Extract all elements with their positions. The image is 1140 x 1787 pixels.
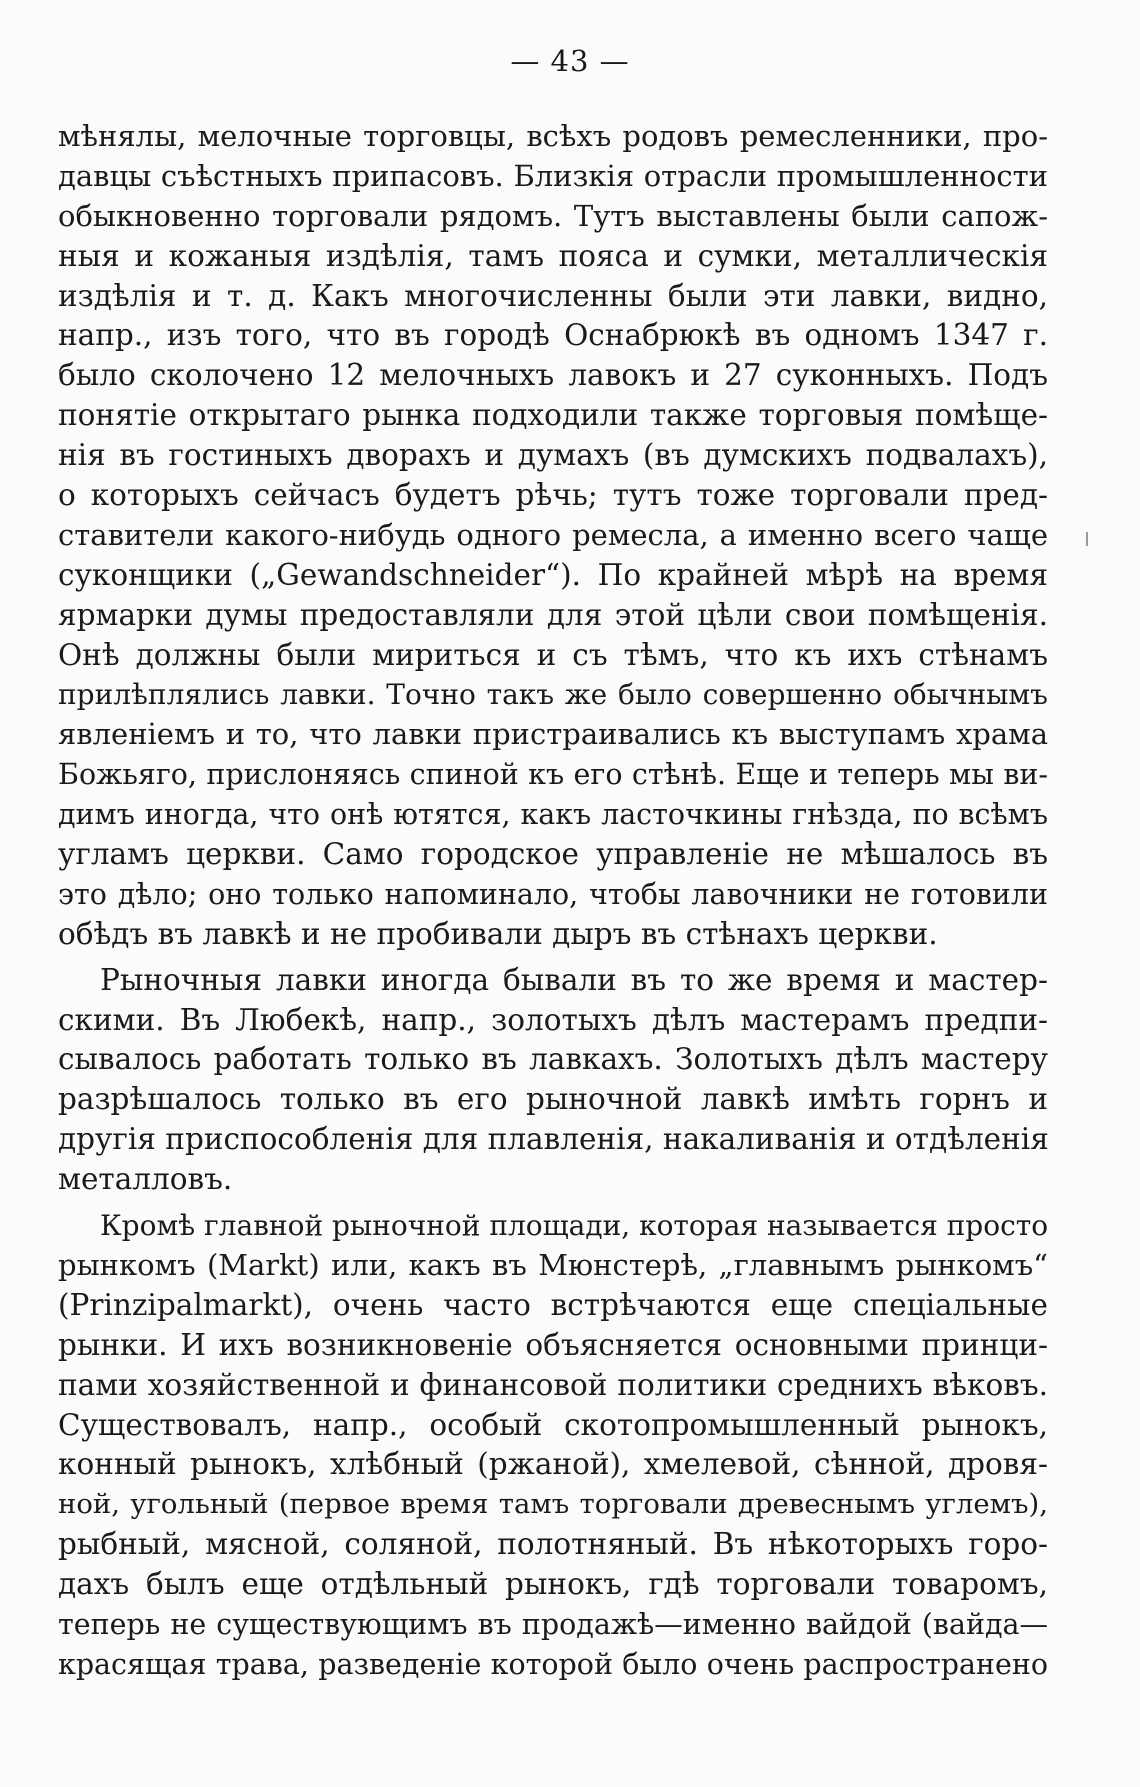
text-line: это дѣло; оно только напоминало, чтобы лавочники не готовили bbox=[58, 877, 1048, 911]
paragraph-first-line: Кромѣ главной рыночной площади, которая называется просто bbox=[100, 1209, 1049, 1243]
text-line: скими. Въ Любекѣ, напр., золотыхъ дѣлъ мастерамъ предпи- bbox=[58, 1002, 1048, 1037]
text-line: ной, угольный (первое время тамъ торговали древеснымъ углемъ), bbox=[58, 1488, 1048, 1521]
text-line: было сколочено 12 мелочныхъ лавокъ и 27 суконныхъ. Подъ bbox=[58, 358, 1048, 393]
text-line: димъ иногда, что онѣ ютятся, какъ ласточкины гнѣзда, по всѣмъ bbox=[58, 798, 1048, 832]
text-line: издѣлія и т. д. Какъ многочисленны были эти лавки, видно, bbox=[58, 278, 1048, 313]
text-line: ныя и кожаныя издѣлія, тамъ пояса и сумки, металлическія bbox=[58, 238, 1048, 273]
text-line: Онѣ должны были мириться и съ тѣмъ, что къ ихъ стѣнамъ bbox=[58, 637, 1048, 672]
text-line: о которыхъ сейчасъ будетъ рѣчь; тутъ тоже торговали пред- bbox=[58, 478, 1048, 513]
text-line: Божьяго, прислоняясь спиной къ его стѣнѣ. Еще и теперь мы ви- bbox=[58, 758, 1048, 792]
text-line: обыкновенно торговали рядомъ. Тутъ выставлены были сапож- bbox=[58, 198, 1048, 233]
text-line: мѣнялы, мелочные торговцы, всѣхъ родовъ ремесленники, про- bbox=[58, 119, 1048, 153]
text-line: другія приспособленія для плавленія, накаливанія и отдѣленія bbox=[58, 1122, 1049, 1157]
text-line: Существовалъ, напр., особый скотопромышленный рынокъ, bbox=[58, 1407, 1048, 1442]
page-number: — 43 — bbox=[510, 44, 630, 78]
text-line: обѣдъ въ лавкѣ и не пробивали дыръ въ стѣнахъ церкви. bbox=[58, 916, 938, 951]
text-line: конный рынокъ, хлѣбный (ржаной), хмелевой, сѣнной, дровя- bbox=[58, 1447, 1048, 1482]
text-line: рынкомъ (Markt) или, какъ въ Мюнстерѣ, „главнымъ рынкомъ“ bbox=[58, 1247, 1048, 1282]
text-line: красящая трава, разведеніе которой было очень распространено bbox=[58, 1647, 1048, 1681]
text-line: суконщики („Gewandschneider“). По крайней мѣрѣ на время bbox=[58, 557, 1048, 592]
text-line: давцы съѣстныхъ припасовъ. Близкія отрасли промышленности bbox=[58, 158, 1048, 193]
text-line: нія въ гостиныхъ дворахъ и думахъ (въ думскихъ подвалахъ), bbox=[58, 438, 1048, 473]
text-line: теперь не существующимъ въ продажѣ—именно вайдой (вайда— bbox=[58, 1607, 1048, 1641]
text-line: разрѣшалось только въ его рыночной лавкѣ имѣть горнъ и bbox=[58, 1082, 1048, 1117]
body-text bbox=[58, 117, 1048, 1685]
text-line: понятіе открытаго рынка подходили также торговыя помѣще- bbox=[58, 398, 1048, 433]
text-line: угламъ церкви. Само городское управленіе не мѣшалось въ bbox=[58, 837, 1048, 872]
margin-mark bbox=[1086, 532, 1088, 546]
text-line: напр., изъ того, что въ городѣ Оснабрюкѣ въ одномъ 1347 г. bbox=[58, 318, 1048, 353]
text-line: пами хозяйственной и финансовой политики среднихъ вѣковъ. bbox=[58, 1367, 1048, 1402]
text-line: металловъ. bbox=[58, 1162, 233, 1197]
text-line: явленіемъ и то, что лавки пристраивались къ выступамъ храма bbox=[58, 717, 1048, 752]
text-line: рыбный, мясной, соляной, полотняный. Въ нѣкоторыхъ горо- bbox=[58, 1527, 1048, 1562]
text-line: сывалось работать только въ лавкахъ. Золотыхъ дѣлъ мастеру bbox=[58, 1042, 1048, 1077]
paragraph-first-line: Рыночныя лавки иногда бывали въ то же время и мастер- bbox=[100, 962, 1048, 997]
text-line: (Prinzipalmarkt), очень часто встрѣчаются еще спеціальные bbox=[58, 1287, 1048, 1322]
text-line: ставители какого-нибудь одного ремесла, а именно всего чаще bbox=[58, 517, 1048, 552]
text-line: прилѣплялись лавки. Точно такъ же было совершенно обычнымъ bbox=[58, 678, 1048, 712]
text-line: рынки. И ихъ возникновеніе объясняется основными принци- bbox=[58, 1327, 1048, 1362]
text-line: ярмарки думы предоставляли для этой цѣли свои помѣщенія. bbox=[58, 597, 1048, 632]
text-line: дахъ былъ еще отдѣльный рынокъ, гдѣ торговали товаромъ, bbox=[58, 1567, 1048, 1602]
